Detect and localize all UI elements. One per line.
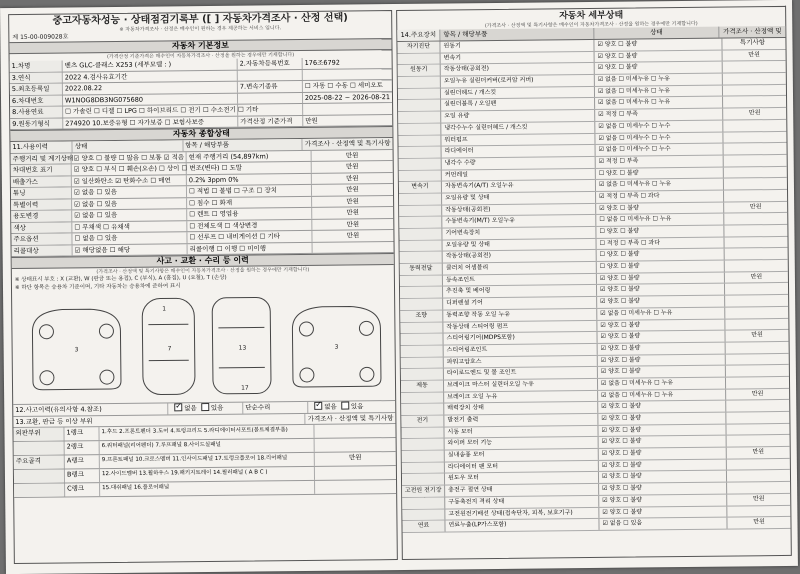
detail-state[interactable]: ☐ 양호 ☐ 불량 — [596, 167, 724, 179]
overall-state[interactable]: ☑ 일산화탄소 ☑ 탄화수소 ☐ 매연 — [72, 175, 187, 187]
detail-state[interactable]: ☑ 양호 ☐ 불량 — [599, 483, 727, 495]
basic-info-note: (가격산정 기준가격은 매수인이 자동차가격조사 · 산정을 원하는 경우에만 기재합니다) — [10, 50, 392, 61]
overall-table — [11, 150, 394, 257]
basic-label: 6.차대번호 — [10, 95, 63, 106]
detail-price — [726, 412, 789, 423]
overall-header: 자동차 종합상태 — [10, 126, 392, 142]
left-title: 중고자동차성능 · 상태점검기록부 ([ ] 자동차가격조사 · 산정 선택) — [9, 11, 391, 27]
parts-items[interactable]: 15.대쉬패널 16.플로어패널 — [100, 481, 315, 496]
overall-price: 만원 — [312, 150, 393, 161]
detail-group — [399, 205, 442, 216]
detail-item: 고전원전기배선 상태(접속단자, 피복, 보호기구) — [445, 507, 599, 519]
overall-price: 만원 — [312, 196, 393, 207]
detail-price — [723, 73, 786, 84]
basic-value: 2022 4.검사유효기간 — [63, 70, 238, 82]
detail-item: 스티어링기어(MDPS포함) — [443, 332, 597, 344]
detail-state[interactable]: ☑ 양호 ☐ 불량 — [598, 354, 726, 366]
detail-state[interactable]: ☑ 적정 ☐ 부족 — [595, 109, 723, 121]
accident-header: 사고 · 교환 · 수리 등 이력 — [12, 253, 394, 269]
detail-item: 수동변속기(M/T) 오일누유 — [442, 215, 596, 227]
detail-item: 클러치 어셈블리 — [443, 262, 597, 274]
detail-group — [401, 369, 444, 380]
parts-items[interactable]: 6.쿼터패널(리어펜더) 7.루프패널 8.사이드실패널 — [100, 439, 315, 454]
basic-value: 274920 10.보증유형 ☐ 자가보증 ☐ 보험사보증 — [63, 116, 238, 128]
detail-group: 자기진단 — [397, 42, 440, 53]
detail-item: 오일누유 실린더커버(로커암 커버) — [441, 75, 595, 87]
accident-none-label: 없음 — [184, 404, 197, 412]
detail-group — [401, 392, 444, 403]
detail-item: 파워고압호스 — [444, 355, 598, 367]
detail-item: 시동 모터 — [444, 426, 598, 438]
detail-price — [724, 166, 787, 177]
detail-group — [399, 193, 442, 204]
detail-group — [398, 135, 441, 146]
detail-item: 스티어링조인트 — [444, 344, 598, 356]
detail-price — [727, 482, 790, 493]
detail-group — [401, 345, 444, 356]
overall-detail: 리콜이행 ☐ 이행 ☐ 미이행 — [188, 242, 313, 254]
overall-col-1: 11.사용이력 — [10, 141, 72, 152]
parts-price: 만원 — [315, 452, 396, 466]
detail-price — [725, 318, 788, 329]
svg-text:1: 1 — [162, 305, 166, 312]
detail-state[interactable]: ☑ 양호 ☐ 불량 — [595, 62, 723, 74]
detail-group: 연료 — [402, 521, 445, 532]
detail-group — [402, 451, 445, 462]
accident-yes-label: 있음 — [211, 404, 224, 412]
detail-group — [398, 88, 441, 99]
accident-none-checkbox[interactable] — [174, 403, 182, 411]
detail-price — [723, 85, 786, 96]
detail-group: 전기 — [401, 416, 444, 427]
accident-yes-checkbox[interactable] — [201, 403, 209, 411]
detail-item: 배력장치 상태 — [444, 402, 598, 414]
detail-state[interactable]: ☑ 양호 ☐ 불량 — [599, 459, 727, 471]
svg-text:17: 17 — [241, 385, 249, 392]
detail-state[interactable]: ☑ 양호 ☐ 불량 — [598, 342, 726, 354]
detail-item: 원동기 — [440, 40, 594, 52]
detail-state[interactable]: ☑ 없음 ☐ 있음 — [599, 518, 727, 530]
left-page — [8, 10, 398, 564]
detail-state[interactable]: ☑ 양호 ☐ 불량 — [596, 202, 724, 214]
detail-state[interactable]: ☑ 없음 ☐ 미세누유 ☐ 누유 — [596, 179, 724, 191]
detail-group: 동력전달 — [400, 264, 443, 275]
detail-group — [398, 53, 441, 64]
detail-group — [401, 357, 444, 368]
detail-price — [723, 96, 786, 107]
overall-label: 특별이력 — [11, 199, 72, 210]
accident-history-choice — [168, 403, 243, 414]
overall-state[interactable]: ☐ 없음 ☐ 있음 — [72, 232, 187, 244]
parts-rank: B랭크 — [65, 469, 100, 482]
detail-price — [725, 283, 788, 294]
detail-price — [727, 435, 790, 446]
detail-item: 오일유량 및 상태 — [442, 192, 596, 204]
overall-detail: 0.2% 3ppm 0% — [187, 173, 312, 185]
detail-price — [724, 143, 787, 154]
detail-group — [402, 474, 445, 485]
parts-row — [14, 480, 396, 498]
parts-items[interactable]: 9.프론트패널 10.크로스멤버 11.인사이드패널 17.트렁크플로어 18.리어패널 — [100, 453, 315, 468]
parts-group: 주요골격 — [14, 456, 65, 470]
detail-state[interactable]: ☑ 적정 ☐ 부족 ☐ 과다 — [596, 191, 724, 203]
detail-price — [727, 470, 790, 481]
overall-label: 튜닝 — [11, 187, 72, 198]
right-page — [396, 6, 792, 560]
detail-item: 워터펌프 — [441, 133, 595, 145]
overall-price: 만원 — [312, 219, 393, 230]
detail-price — [725, 248, 788, 259]
overall-price: 만원 — [312, 184, 393, 195]
detail-state[interactable]: ☑ 양호 ☐ 불량 — [599, 506, 727, 518]
detail-price: 만원 — [724, 202, 787, 213]
overall-label: 색상 — [11, 222, 72, 233]
detail-group: 변속기 — [399, 182, 442, 193]
detail-state[interactable]: ☑ 없음 ☐ 미세누유 ☐ 누유 — [598, 389, 726, 401]
basic-info-table — [10, 57, 393, 130]
svg-text:3: 3 — [335, 344, 339, 351]
detail-state[interactable]: ☐ 양호 ☐ 불량 — [596, 226, 724, 238]
detail-price — [724, 213, 787, 224]
overall-label: 주행거리 및 계기상태 — [11, 153, 72, 164]
detail-price: 만원 — [726, 389, 789, 400]
detail-state[interactable]: ☑ 없음 ☐ 미세누수 ☐ 누수 — [595, 132, 723, 144]
overall-state[interactable]: ☑ 해당없음 ☐ 해당 — [73, 244, 188, 256]
basic-label-2 — [238, 92, 303, 103]
simple-repair-none-label: 없음 — [324, 403, 337, 411]
detail-price: 만원 — [723, 108, 786, 119]
basic-label: 5.최초등록일 — [10, 84, 63, 95]
detail-state[interactable]: ☑ 양호 ☐ 불량 — [599, 448, 727, 460]
detail-item: 오일유량 및 상태 — [443, 239, 597, 251]
overall-price: 만원 — [312, 230, 393, 241]
detail-price — [723, 131, 786, 142]
detail-state[interactable]: ☐ 양호 ☐ 불량 — [597, 261, 725, 273]
right-title: 자동차 세부상태 — [397, 7, 785, 23]
detail-state[interactable]: ☑ 양호 ☐ 불량 — [598, 366, 726, 378]
overall-state[interactable]: ☑ 없음 ☐ 있음 — [72, 186, 187, 198]
detail-item: 실내송풍 모터 — [445, 449, 599, 461]
detail-item: 구동축전지 격리 상태 — [445, 496, 599, 508]
basic-value-2 — [303, 69, 392, 80]
detail-state[interactable]: ☑ 없음 ☐ 미세누유 ☐ 누유 — [595, 97, 723, 109]
detail-state[interactable]: ☑ 양호 ☐ 불량 — [599, 471, 727, 483]
parts-price — [315, 480, 396, 494]
detail-col-4: 가격조사 · 산정액 및 특기사항 — [719, 26, 785, 38]
overall-label: 차대번호 표기 — [11, 164, 72, 175]
overall-label: 주요옵션 — [11, 233, 72, 244]
detail-state[interactable]: ☑ 양호 ☐ 불량 — [597, 272, 725, 284]
simple-repair-label: 단순수리 — [243, 402, 308, 413]
detail-price: 만원 — [723, 50, 786, 61]
detail-item: 연료누출(LP가스포함) — [445, 519, 599, 531]
basic-label-2: 7.변속기종류 — [238, 81, 303, 92]
detail-group — [402, 439, 445, 450]
overall-state[interactable]: ☐ 무채색 ☐ 유채색 — [72, 221, 187, 233]
detail-price — [724, 178, 787, 189]
detail-state[interactable]: ☑ 양호 ☐ 불량 — [597, 296, 725, 308]
basic-value-2 — [303, 103, 392, 114]
detail-item: 커먼레일 — [442, 168, 596, 180]
simple-repair-yes-label: 있음 — [351, 402, 364, 410]
detail-state[interactable]: ☑ 양호 ☐ 불량 — [594, 39, 722, 51]
parts-rank: 2랭크 — [65, 441, 100, 454]
detail-price: 만원 — [725, 272, 788, 283]
overall-col-2: 상태 — [73, 140, 183, 152]
detail-price — [727, 505, 790, 516]
basic-label-2: 가격산정 기준가격 — [238, 115, 303, 126]
detail-state[interactable]: ☐ 적정 ☐ 부족 ☐ 과다 — [597, 237, 725, 249]
detail-state[interactable]: ☑ 양호 ☐ 불량 — [598, 424, 726, 436]
detail-price — [727, 459, 790, 470]
detail-item: 충전구 절연 상태 — [445, 484, 599, 496]
detail-price — [723, 120, 786, 131]
parts-group — [14, 442, 65, 456]
detail-price: 만원 — [727, 517, 790, 528]
overall-price: 만원 — [312, 173, 393, 184]
basic-value-2: 176조6792 — [303, 57, 392, 68]
basic-value-2: 2025-08-22 ~ 2026-08-21 — [303, 92, 392, 103]
overall-state[interactable]: ☑ 없음 ☐ 있음 — [72, 209, 187, 221]
detail-price — [724, 190, 787, 201]
detail-table — [397, 38, 790, 533]
overall-price — [313, 242, 394, 253]
overall-state[interactable]: ☑ 양호 ☐ 부식 ☐ 훼손(오손) ☐ 상이 ☐ 변조(변타) ☐ 도말 — [72, 163, 187, 175]
detail-item: 실린더헤드 / 개스킷 — [441, 87, 595, 99]
overall-state[interactable]: ☑ 없음 ☐ 있음 — [72, 198, 187, 210]
parts-group: 외판부위 — [13, 428, 64, 442]
detail-group — [398, 77, 441, 88]
basic-value: ☐ 가솔린 ☐ 디젤 ☐ LPG ☐ 하이브리드 ☐ 전기 ☐ 수소전기 ☐ 기타 — [63, 105, 238, 117]
detail-price — [723, 61, 786, 72]
parts-group — [14, 470, 65, 484]
detail-item: 발전기 출력 — [444, 414, 598, 426]
detail-item: 동력조향 작동 오일 누유 — [443, 309, 597, 321]
detail-state[interactable]: ☑ 양호 ☐ 불량 — [595, 50, 723, 62]
detail-state[interactable]: ☐ 양호 ☐ 불량 — [597, 249, 725, 261]
overall-state[interactable]: ☑ 양호 ☐ 불량 ☐ 많음 ☐ 보통 ☑ 적음 — [72, 152, 187, 164]
detail-group: 제동 — [401, 380, 444, 391]
basic-label-2 — [238, 104, 303, 115]
detail-item: 브레이크 오일 누유 — [444, 391, 598, 403]
simple-repair-none-checkbox[interactable] — [314, 402, 322, 410]
detail-item: 냉각수 수량 — [442, 157, 596, 169]
detail-price — [724, 237, 787, 248]
overall-label: 용도변경 — [11, 210, 72, 221]
detail-group — [399, 158, 442, 169]
basic-value-2: 만원 — [303, 115, 392, 126]
parts-price — [314, 424, 395, 438]
svg-text:13: 13 — [239, 345, 247, 352]
detail-group — [398, 100, 441, 111]
simple-repair-choice — [308, 401, 395, 412]
detail-price: 만원 — [725, 330, 788, 341]
overall-price: 만원 — [312, 161, 393, 172]
detail-item: 와이퍼 모터 기능 — [445, 437, 599, 449]
detail-state[interactable]: ☑ 양호 ☐ 불량 — [598, 413, 726, 425]
overall-detail: ☐ 적법 ☐ 불법 ☐ 구조 ☐ 장치 — [187, 185, 312, 197]
detail-col-2: 항목 / 해당부품 — [440, 28, 594, 41]
parts-table — [13, 424, 396, 498]
detail-state[interactable]: ☑ 적정 ☐ 부족 — [596, 155, 724, 167]
detail-state[interactable]: ☑ 없음 ☐ 미세누수 ☐ 누수 — [596, 144, 724, 156]
detail-item: 윈도우 모터 — [445, 472, 599, 484]
detail-state[interactable]: ☑ 양호 ☐ 불량 — [599, 494, 727, 506]
basic-value: 2022.08.22 — [63, 82, 238, 94]
detail-group: 조향 — [400, 310, 443, 321]
detail-price: 만원 — [727, 447, 790, 458]
detail-state[interactable]: ☑ 양호 ☐ 불량 — [599, 436, 727, 448]
detail-item: 라디에이터 팬 모터 — [445, 461, 599, 473]
detail-price — [724, 225, 787, 236]
detail-item: 변속기 — [441, 52, 595, 64]
parts-header-label: 13.교환, 판금 등 이상 부위 — [13, 413, 305, 427]
detail-group — [400, 275, 443, 286]
detail-item: 작동상태(공회전) — [441, 63, 595, 75]
detail-item: 라디에이터 — [442, 145, 596, 157]
detail-state[interactable]: ☑ 없음 ☐ 미세누유 ☐ 누유 — [595, 85, 723, 97]
detail-state[interactable]: ☑ 양호 ☐ 불량 — [597, 284, 725, 296]
detail-group — [398, 112, 441, 123]
detail-group — [400, 334, 443, 345]
detail-col-3: 상태 — [594, 27, 719, 39]
detail-price — [726, 377, 789, 388]
car-diagram-area — [12, 288, 395, 405]
overall-detail: ☐ 침수 ☐ 화재 — [187, 196, 312, 208]
detail-state[interactable]: ☑ 양호 ☐ 불량 — [597, 331, 725, 343]
detail-price — [726, 424, 789, 435]
detail-group — [400, 287, 443, 298]
detail-item: 냉각수누수 실린더헤드 / 개스킷 — [441, 122, 595, 134]
detail-price — [726, 365, 789, 376]
document-number: 제 15-00-009028호 — [9, 30, 391, 42]
detail-group — [400, 240, 443, 251]
detail-item: 오일 유량 — [441, 110, 595, 122]
detail-group — [401, 427, 444, 438]
detail-group: 고전원 전기장치 — [402, 486, 445, 497]
detail-group — [400, 252, 443, 263]
detail-group: 원동기 — [398, 65, 441, 76]
basic-info-header: 자동차 기본정보 — [9, 38, 391, 54]
detail-item: 브레이크 마스터 실린더오일 누유 — [444, 379, 598, 391]
detail-group — [399, 229, 442, 240]
basic-value: 벤츠 GLC-클래스 X253 (세부모델 : ) — [63, 59, 238, 71]
basic-value: W1NOG8DB3NG075680 — [63, 93, 238, 105]
parts-rank: 1랭크 — [64, 427, 99, 440]
detail-price — [725, 260, 788, 271]
accident-legend-2: ※ 하단 항목은 승용차 기준이며, 기타 자동차는 승용차에 준하여 표시 — [12, 280, 394, 292]
detail-group — [401, 404, 444, 415]
detail-group — [400, 299, 443, 310]
detail-group — [399, 217, 442, 228]
svg-text:3: 3 — [75, 346, 79, 353]
parts-price — [315, 466, 396, 480]
detail-item: 등속조인트 — [443, 274, 597, 286]
basic-label: 1.차명 — [10, 61, 63, 72]
detail-price — [725, 295, 788, 306]
detail-group — [399, 147, 442, 158]
left-subtitle: ※ 자동차가격조사 · 산정은 매수인이 원하는 경우 제공하는 서비스 입니다. — [9, 23, 391, 34]
detail-group — [400, 322, 443, 333]
overall-detail: ☐ 전체도색 ☐ 색상변경 — [187, 219, 312, 231]
accident-legend-1: ※ 상태표시 부호 : X (교환), W (판금 또는 용접), C (부식), A (흠집), U (요철), T (손상) — [12, 272, 394, 284]
detail-price — [726, 342, 789, 353]
detail-price — [725, 307, 788, 318]
basic-value-2: ☐ 자동 ☐ 수동 ☐ 세미오토 — [303, 80, 392, 91]
detail-state[interactable]: ☑ 없음 ☐ 미세누수 ☐ 누수 — [595, 120, 723, 132]
detail-group — [402, 509, 445, 520]
car-diagram — [12, 288, 393, 404]
detail-item: 기어변속장치 — [442, 227, 596, 239]
right-subtitle: (가격조사 · 산정액 및 특기사항은 매수인이 자동차가격조사 · 산정을 원하는 경우에만 기재합니다) — [397, 19, 785, 30]
detail-item: 작동상태(공회전) — [442, 204, 596, 216]
detail-price — [724, 155, 787, 166]
overall-label: 배출가스 — [11, 176, 72, 187]
detail-group — [402, 497, 445, 508]
detail-item: 작동상태(공회전) — [443, 250, 597, 262]
parts-group — [14, 484, 65, 498]
detail-state[interactable]: ☑ 양호 ☐ 불량 — [598, 401, 726, 413]
detail-col-1: 14.주요장치 — [397, 30, 440, 41]
basic-label-2 — [238, 69, 303, 80]
basic-label: 8.사용연료 — [10, 107, 63, 118]
overall-col-4: 가격조사 · 산정액 및 특기사항 — [303, 138, 393, 149]
basic-label: 9.원동기형식 — [10, 118, 63, 129]
detail-group — [402, 462, 445, 473]
detail-price — [726, 353, 789, 364]
parts-items[interactable]: 1.후드 2.프론트펜더 3.도어 4.트렁크리드 5.라디에이터서포트(볼트체결부품) — [99, 425, 314, 440]
detail-item: 추진축 및 베어링 — [443, 285, 597, 297]
svg-text:7: 7 — [168, 345, 172, 352]
detail-price — [722, 38, 785, 49]
parts-items[interactable]: 12.사이드멤버 13.휠하우스 19.패키지트레이 14.필러패널 ( A B C ) — [100, 467, 315, 482]
detail-group — [399, 170, 442, 181]
detail-state[interactable]: ☑ 없음 ☐ 미세누유 ☐ 누유 — [597, 307, 725, 319]
parts-rank: C랭크 — [65, 483, 100, 496]
detail-item: 작동상태 스티어링 펌프 — [443, 320, 597, 332]
overall-col-3: 항목 / 해당부품 — [183, 139, 303, 151]
detail-item: 실린더블록 / 오일팬 — [441, 98, 595, 110]
detail-item: 자동변속기(A/T) 오일누유 — [442, 180, 596, 192]
overall-detail: ☐ 선루프 ☐ 내비게이션 ☐ 기타 — [187, 231, 312, 243]
overall-detail — [187, 162, 312, 174]
detail-item: 디퍼렌셜 기어 — [443, 297, 597, 309]
detail-state[interactable]: ☑ 없음 ☐ 미세누유 ☐ 누유 — [598, 378, 726, 390]
detail-item: 타이로드엔드 및 볼 조인트 — [444, 367, 598, 379]
detail-state[interactable]: ☑ 없음 ☐ 미세누유 ☐ 누유 — [595, 74, 723, 86]
accident-history-label: 12.사고이력(유의사항 4.참조) — [13, 403, 168, 415]
detail-group — [398, 123, 441, 134]
page-corner-mark: . — [784, 2, 786, 8]
parts-price — [315, 438, 396, 452]
detail-state[interactable]: ☐ 없음 ☐ 미세누유 ☐ 누유 — [596, 214, 724, 226]
overall-detail: 현재 주행거리 (54,897km) — [187, 150, 312, 162]
basic-label-2: 2.자동차등록번호 — [238, 58, 303, 69]
parts-rank: A랭크 — [65, 455, 100, 468]
accident-note: (가격조사 · 산정액 및 특기사항은 매수인이 자동차가격조사 · 산정을 원하는 경우에만 기재합니다) — [12, 265, 394, 276]
simple-repair-yes-checkbox[interactable] — [341, 402, 349, 410]
overall-label: 리콜대상 — [12, 245, 73, 256]
detail-price: 만원 — [727, 494, 790, 505]
overall-price: 만원 — [312, 207, 393, 218]
detail-price — [726, 400, 789, 411]
overall-detail: ☐ 렌트 ☐ 영업용 — [187, 208, 312, 220]
detail-state[interactable]: ☑ 양호 ☐ 불량 — [597, 319, 725, 331]
parts-header-price: 가격조사 · 산정액 및 특기사항 — [306, 413, 396, 424]
basic-label: 3.연식 — [10, 72, 63, 83]
